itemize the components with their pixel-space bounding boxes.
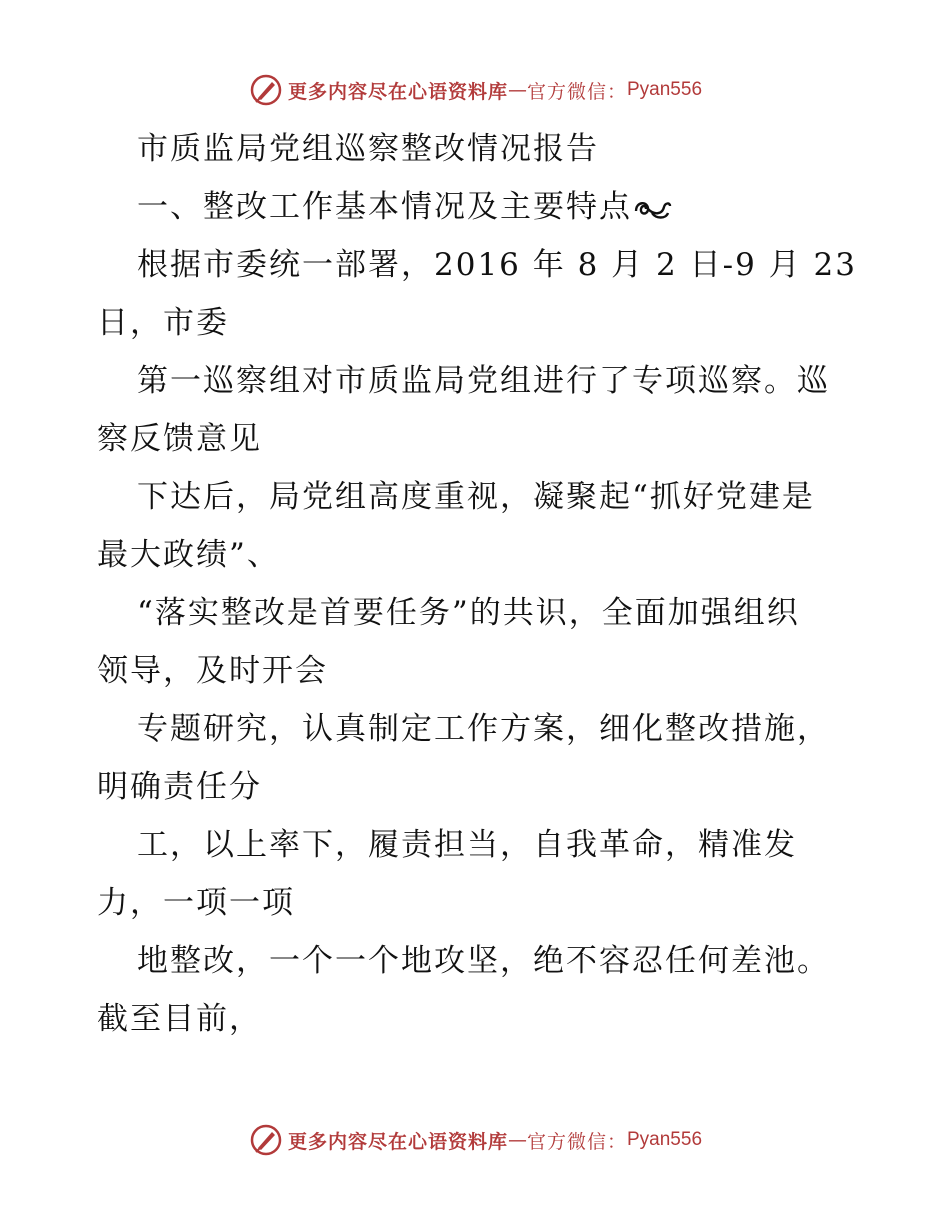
paragraph-line: 领导，及时开会 [97, 653, 328, 689]
paragraph-line: 地整改，一个一个地攻坚，绝不容忍任何差池。 [137, 943, 830, 979]
pen-circle-icon [248, 72, 284, 108]
paragraph-line: “落实整改是首要任务”的共识，全面加强组织 [137, 595, 800, 631]
section-heading [0, 178, 950, 236]
paragraph-line: 察反馈意见 [97, 421, 262, 457]
banner-wechat-label: 官方微信： [526, 1130, 627, 1153]
paragraph-line: 力，一项一项 [97, 885, 295, 921]
paragraph-line: 最大政绩”、 [97, 537, 280, 573]
title-text: 市质监局党组巡察整改情况报告 [137, 131, 599, 167]
banner-text: 更多内容尽在心语资料库 [287, 80, 508, 103]
paragraph-line: 下达后，局党组高度重视，凝聚起“抓好党建是 [137, 479, 815, 515]
banner-wechat-label: 官方微信： [526, 80, 627, 103]
banner-dash: — [507, 1129, 527, 1151]
paragraph-line: 明确责任分 [97, 769, 262, 805]
swirl-ornament-icon [632, 193, 672, 221]
header-banner [0, 70, 950, 110]
paragraph-line: 工，以上率下，履责担当，自我革命，精准发 [137, 827, 797, 863]
document-title [0, 120, 950, 178]
paragraph-line: 日，市委 [97, 305, 229, 341]
paragraph-line: 根据市委统一部署，2016 年 8 月 2 日-9 月 23 [137, 247, 857, 283]
pen-circle-icon [248, 1122, 284, 1158]
banner-dash: — [507, 79, 527, 101]
banner-text: 更多内容尽在心语资料库 [287, 1130, 508, 1153]
banner-wechat-id: Pyan556 [627, 79, 703, 100]
footer-banner [0, 1120, 950, 1160]
paragraph-line: 专题研究，认真制定工作方案，细化整改措施， [137, 711, 830, 747]
paragraph-line: 第一巡察组对市质监局党组进行了专项巡察。巡 [137, 363, 830, 399]
banner-wechat-id: Pyan556 [627, 1129, 703, 1150]
heading-text: 一、整改工作基本情况及主要特点 [137, 189, 632, 225]
paragraph-line: 截至目前， [97, 1001, 262, 1037]
